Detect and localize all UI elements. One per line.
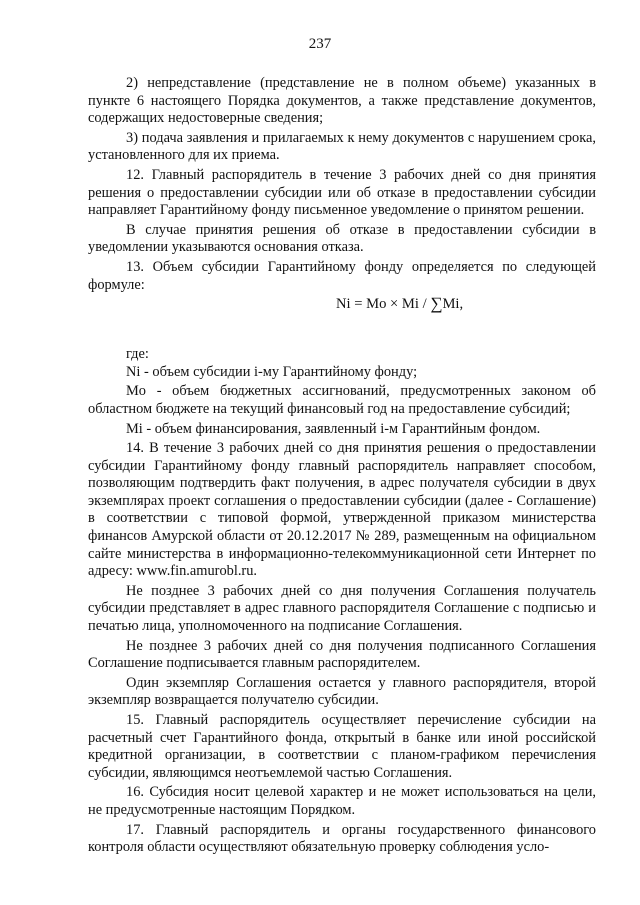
paragraph: 2) непредставление (представление не в полном объеме) указанных в пункте 6 настоящего Порядка документов, а также представление документов, содержащих недостоверные сведения; xyxy=(88,75,596,127)
formula-right: Mi, xyxy=(442,296,464,313)
document-body xyxy=(88,75,596,857)
paragraph: 15. Главный распорядитель осуществляет перечисление субсидии на расчетный счет Гарантийного фонда, открытый в банке или иной российской кредитной организации, в соответствии с планом-графиком перечисления субсидии, являющимся неотъемлемой частью Соглашения. xyxy=(88,712,596,781)
paragraph: 16. Субсидия носит целевой характер и не может использоваться на цели, не предусмотренные настоящим Порядком. xyxy=(88,784,596,818)
paragraph: 13. Объем субсидии Гарантийному фонду определяется по следующей формуле: xyxy=(88,258,596,293)
paragraph: 12. Главный распорядитель в течение 3 рабочих дней со дня принятия решения о предоставлении субсидии или об отказе в предоставлении субсидии направляет Гарантийному фонду письменное уведомление о принятом решении. xyxy=(88,166,596,219)
paragraph: Один экземпляр Соглашения остается у главного распорядителя, второй экземпляр возвращается получателю субсидии. xyxy=(88,674,596,709)
sum-symbol: ∑ xyxy=(430,294,443,314)
paragraph: Не позднее 3 рабочих дней со дня получения Соглашения получатель субсидии представляет в адрес главного распорядителя Соглашение с подписью и печатью лица, уполномоченного на подписание Соглашения. xyxy=(88,582,596,635)
paragraph: В случае принятия решения об отказе в предоставлении субсидии в уведомлении указываются основания отказа. xyxy=(88,221,596,256)
definition-mo: Mo - объем бюджетных ассигнований, предусмотренных законом об областном бюджете на текущий финансовый год на предоставление субсидий; xyxy=(88,383,596,417)
definition-mi: Mi - объем финансирования, заявленный i-м Гарантийным фондом. xyxy=(126,420,541,437)
formula-gap xyxy=(88,314,596,346)
page-number: 237 xyxy=(308,36,332,52)
paragraph: 14. В течение 3 рабочих дней со дня принятия решения о предоставлении субсидии Гарантийному фонду главный распорядитель направляет способом, позволяющим подтвердить факт получения, в адрес получателя субсидии в двух экземплярах проект соглашения о предоставлении субсидии (далее - Соглашение) в соответствии с типовой формой, утвержденной приказом министерства финансов Амурской области от 20.12.2017 № 289, размещенным на официальном сайте министерства в информационно-телекоммуникационной сети Интернет по адресу: www.fin.amurobl.ru. xyxy=(88,440,596,580)
formula-left: Ni = Mo × Mi / xyxy=(336,296,431,313)
paragraph: 3) подача заявления и прилагаемых к нему документов с нарушением срока, установленного для их приема. xyxy=(88,129,596,164)
subsidy-formula xyxy=(88,294,596,314)
paragraph: 17. Главный распорядитель и органы государственного финансового контроля области осуществляют обязательную проверку соблюдения усло- xyxy=(88,821,596,856)
paragraph: Не позднее 3 рабочих дней со дня получения подписанного Соглашения Соглашение подписывается главным распорядителем. xyxy=(88,637,596,672)
where-label: где: xyxy=(126,346,149,363)
definition-ni: Ni - объем субсидии i-му Гарантийному фонду; xyxy=(126,363,418,380)
